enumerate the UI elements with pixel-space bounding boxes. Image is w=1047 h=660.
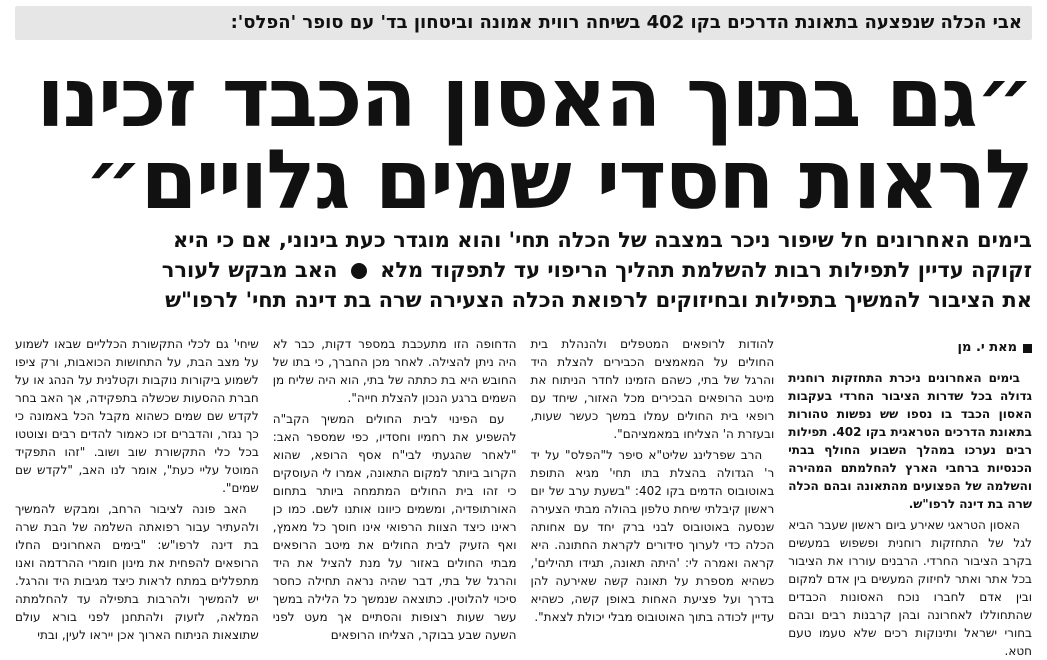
- lead-row-2-part-b: האב מבקש לעורר: [161, 258, 338, 282]
- article-paragraph: שיחי' גם לכלי התקשורת הכלליים שבאו לשמוע על מצב הבת, על התחושות הכואבות, ורק ציפו לשמוע ביקורות נוקבות וקטלנית על הנהג או על חברת ההסעות שכשלה בתפקידה, אך האב בחר לקדש שם שמים כשהוא מקבל הכל באמונה כי כך נגזר, והדברים זכו כאמור להדים רבים וצוטטו בכל כלי התקשורת שוב ושוב. "זהו התפקיד המוטל עליי כעת", אומר לנו האב, "לקדש שם שמים".: [15, 337, 259, 495]
- article-column-3: [272, 335, 517, 642]
- headline-line-2: לראות חסדי שמים גלויים״: [84, 133, 1032, 228]
- article-paragraph: עם הפינוי לבית החולים המשיך הקב"ה להשפיע את רחמיו וחסדיו, כפי שמספר האב: "לאחר שהגעתי לבי"ח אסף הרופא, שהוא הקרוב ביותר למקום התאונה, אמרו לי העוסקים כי זהו בית החולים המתמחה ביותר בתחום האורתופדיה, ומשמים כיוונו אותנו לשם. כמו כן ראינו כיצד הצוות הרפואי אינו חוסך כל מאמץ, ואף הזעיק לבית החולים את מיטב הרופאים מבתי החולים באזור על מנת להציל את היד והרגל של בתי, דבר שהיה נראה תחילה כחסר סיכוי להלוטין. כתוצאה שנמשך כל הלילה במשך עשר שעות רצופות והסתיים אך מעט לפני השעה שבע בבוקר, הצליחו הרופאים: [272, 412, 517, 642]
- article-paragraph: בימים האחרונים ניכרת התחזקות רוחנית גדולה בכל שדרות הציבור החרדי בעקבות האסון הכבד בו נספו שש נפשות טהורות בתאונת הדרכים הטראגית בקו 402. תפילות רבים נערכו במהלך השבוע החולף בבתי הכנסיות ברחבי הארץ להחלמתם המהירה והשלמה של הפצועים מהתאונה ובהם הכלה שרה בת דינה לרפו"ש.: [788, 371, 1032, 511]
- article-paragraph: הדחופה הזו מתעכבת במספר דקות, כבר לא היה ניתן להצילה. לאחר מכן החברך, כי בתו של החובש היא בת כתתה של בתי, הוא היה שליח מן השמים ברגע הנכון להצלת חייה".: [272, 337, 517, 405]
- kicker-text: אבי הכלה שנפצעה בתאונת הדרכים בקו 402 בשיחה רווית אמונה וביטחון בד' עם סופר 'הפלס':: [230, 12, 1022, 33]
- article-column-1: [788, 335, 1032, 658]
- byline-square-icon: [1023, 344, 1032, 353]
- lead-row-2: [15, 255, 1032, 285]
- article-paragraph: להודות לרופאים המטפלים ולהנהלת בית החולים על המאמצים הכבירים להצלת היד והרגל של בתי, כשהם הזמינו לחדר הניתוח את מיטב הרופאים הבכירים מכל האזור, שיחד עם רופאי בית החולים עמלו במשך כעשר שעות, ובעזרת ה' הצליחו במאמציהם".: [530, 337, 775, 441]
- byline: [788, 339, 1032, 357]
- article-column-4: [15, 335, 259, 642]
- bullet-dot-icon: [351, 263, 367, 279]
- article-paragraph: האסון הטראגי שאירע ביום ראשון שעבר הביא לגל של התחזקות רוחנית ופשפוש במעשים בקרב הציבור החרדי. הרבנים עוררו את הציבור בכל אתר ואתר לחיזוק המעשים בין אדם למקום ובין אדם לחברו נוכח האסונות הכבדים שהתחוללו לאחרונה ובהן קרבנות רבים ובהם בחורי ישראל ותינוקות רכים שלא טעמו טעם חטא.: [788, 518, 1032, 658]
- lead-row-1: בימים האחרונים חל שיפור ניכר במצבה של הכלה תחי' והוא מוגדר כעת בינוני, אם כי היא: [173, 228, 1032, 252]
- kicker-strap: [15, 6, 1032, 40]
- byline-text: מאת י. מן: [957, 340, 1017, 355]
- headline: [15, 51, 1032, 228]
- article-paragraph: הרב שפרלינג שליט"א סיפר ל"הפלס" על יד ר' הגדולה בהצלת בתו תחי' מגיא התופת באוטובוס הדמים בקו 402: "בשעת ערב של יום ראשון קיבלתי שיחת טלפון בהולה מבתי הצעירה שנסעה באוטובוס לבני ברק יחד עם אחותה הכלה כדי לערוך סידורים לקראת החתונה. היא קראה ואמרה לי: 'היתה תאונה, תגידו תהילים', כשהיא מספרת על תאונה קשה שאירעה להן בדרך ועל פציעת האחות באופן קשה, כשהיא עדיין לכודה בתוך האוטובוס מבלי יכולת לצאת".: [530, 448, 775, 624]
- lead-row-2-part-a: זקוקה עדיין לתפילות רבות להשלמת תהליך הריפוי עד לתפקוד מלא: [380, 258, 1032, 282]
- headline-line-1: ״גם בתוך האסון הכבד זכינו: [36, 51, 1032, 146]
- lead-row-3: את הציבור להמשיך בתפילות ובחיזוקים לרפואת הכלה הצעירה שרה בת דינה תחי' לרפו"ש: [165, 288, 1032, 312]
- article-paragraph: האב פונה לציבור הרחב, ומבקש להמשיך ולהעתיר עבור רפואתה השלמה של הבת שרה בת דינה לרפו"ש: "בימים האחרונים החלו הרופאים להפחית את מינון חומרי ההרדמה ואנו מתפללים במתח לראות כיצד מגיבות היד והרגל. יש להמשיך ולהרבות בתפילה עד להחלמתה המלאה, לזעוק ולהתחנן לפני בורא עולם שתוצאות הניתוח הארוך אכן ייראו לעין, ובתי: [15, 502, 259, 642]
- article-columns: [15, 335, 1032, 658]
- article-column-2: [531, 335, 775, 637]
- lead-paragraph: [15, 225, 1032, 315]
